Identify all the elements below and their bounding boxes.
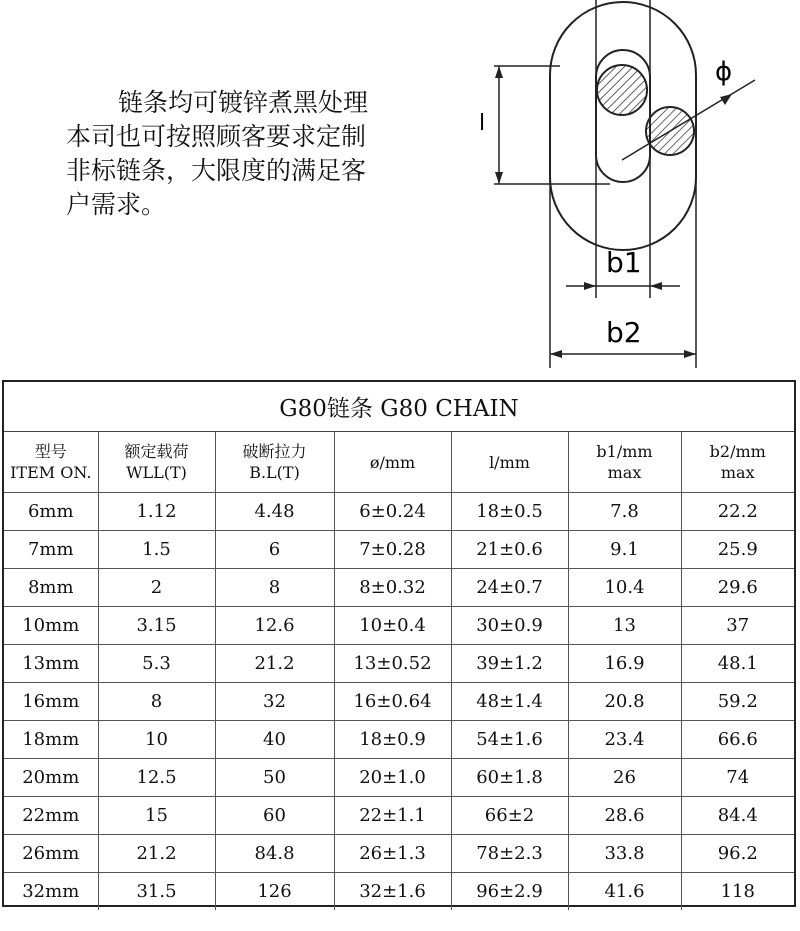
intro-text	[66, 86, 446, 222]
table-cell: 13mm	[4, 645, 98, 683]
table-cell: 2	[98, 569, 215, 607]
table-cell: 126	[215, 873, 334, 911]
table-cell: 20±1.0	[334, 759, 451, 797]
table-cell: 24±0.7	[451, 569, 568, 607]
table-cell: 30±0.9	[451, 607, 568, 645]
table-cell: 26±1.3	[334, 835, 451, 873]
column-header	[334, 432, 451, 493]
table-row	[4, 493, 794, 531]
b2-label: b2	[606, 316, 642, 349]
column-header	[681, 432, 794, 493]
table-cell: 10	[98, 721, 215, 759]
table-cell: 6±0.24	[334, 493, 451, 531]
table-cell: 66.6	[681, 721, 794, 759]
table-cell: 22mm	[4, 797, 98, 835]
header-row	[4, 432, 794, 493]
table-row	[4, 683, 794, 721]
table-cell: 23.4	[568, 721, 681, 759]
table-cell: 3.15	[98, 607, 215, 645]
table-cell: 39±1.2	[451, 645, 568, 683]
column-header	[568, 432, 681, 493]
phi-label: ϕ	[715, 57, 733, 87]
table-cell: 32±1.6	[334, 873, 451, 911]
column-header-line: b1/mm	[596, 442, 653, 461]
table-row	[4, 531, 794, 569]
table-cell: 20.8	[568, 683, 681, 721]
table-cell: 1.12	[98, 493, 215, 531]
table-cell: 18mm	[4, 721, 98, 759]
intro-line: 户需求。	[66, 190, 167, 219]
table-cell: 6	[215, 531, 334, 569]
table-cell: 21.2	[215, 645, 334, 683]
table-cell: 8mm	[4, 569, 98, 607]
table-cell: 9.1	[568, 531, 681, 569]
table-row	[4, 759, 794, 797]
table-cell: 59.2	[681, 683, 794, 721]
spec-table-container	[2, 380, 796, 907]
table-cell: 40	[215, 721, 334, 759]
table-cell: 33.8	[568, 835, 681, 873]
table-cell: 8±0.32	[334, 569, 451, 607]
table-cell: 15	[98, 797, 215, 835]
table-cell: 96.2	[681, 835, 794, 873]
table-cell: 31.5	[98, 873, 215, 911]
column-header-line: b2/mm	[709, 442, 766, 461]
table-cell: 16mm	[4, 683, 98, 721]
column-header-line: max	[607, 463, 642, 482]
table-cell: 16.9	[568, 645, 681, 683]
table-row	[4, 835, 794, 873]
table-cell: 8	[98, 683, 215, 721]
column-header-line: ITEM ON.	[10, 463, 92, 482]
column-header-line: l/mm	[489, 452, 530, 472]
table-cell: 10mm	[4, 607, 98, 645]
table-cell: 84.8	[215, 835, 334, 873]
column-header	[451, 432, 568, 493]
spec-table	[4, 432, 794, 910]
intro-line: 链条均可镀锌煮黑处理	[118, 88, 369, 117]
table-cell: 21.2	[98, 835, 215, 873]
table-cell: 48.1	[681, 645, 794, 683]
table-cell: 32	[215, 683, 334, 721]
l-label: l	[479, 111, 486, 136]
table-cell: 4.48	[215, 493, 334, 531]
intro-line: 本司也可按照顾客要求定制	[66, 122, 367, 151]
table-cell: 6mm	[4, 493, 98, 531]
table-cell: 7.8	[568, 493, 681, 531]
table-body	[4, 493, 794, 911]
table-cell: 7mm	[4, 531, 98, 569]
column-header	[4, 432, 98, 493]
table-cell: 60±1.8	[451, 759, 568, 797]
table-cell: 26mm	[4, 835, 98, 873]
table-cell: 21±0.6	[451, 531, 568, 569]
table-cell: 16±0.64	[334, 683, 451, 721]
column-header-line: WLL(T)	[126, 463, 187, 482]
column-header-line: ø/mm	[369, 452, 416, 472]
table-cell: 32mm	[4, 873, 98, 911]
table-cell: 1.5	[98, 531, 215, 569]
table-cell: 48±1.4	[451, 683, 568, 721]
column-header-line: 破断拉力	[242, 442, 307, 461]
table-cell: 84.4	[681, 797, 794, 835]
table-row	[4, 873, 794, 911]
table-cell: 18±0.9	[334, 721, 451, 759]
table-cell: 22±1.1	[334, 797, 451, 835]
table-cell: 12.5	[98, 759, 215, 797]
table-title: G80链条 G80 CHAIN	[4, 382, 794, 432]
table-row	[4, 721, 794, 759]
table-cell: 50	[215, 759, 334, 797]
table-row	[4, 797, 794, 835]
table-cell: 28.6	[568, 797, 681, 835]
column-header-line: 型号	[34, 442, 67, 461]
table-cell: 78±2.3	[451, 835, 568, 873]
table-cell: 60	[215, 797, 334, 835]
table-cell: 20mm	[4, 759, 98, 797]
b1-label: b1	[606, 246, 642, 279]
table-cell: 22.2	[681, 493, 794, 531]
table-cell: 118	[681, 873, 794, 911]
table-cell: 96±2.9	[451, 873, 568, 911]
table-cell: 25.9	[681, 531, 794, 569]
table-row	[4, 607, 794, 645]
table-cell: 26	[568, 759, 681, 797]
table-cell: 41.6	[568, 873, 681, 911]
column-header	[215, 432, 334, 493]
column-header	[98, 432, 215, 493]
table-row	[4, 645, 794, 683]
table-cell: 10±0.4	[334, 607, 451, 645]
table-cell: 10.4	[568, 569, 681, 607]
table-cell: 12.6	[215, 607, 334, 645]
table-cell: 74	[681, 759, 794, 797]
column-header-line: 额定载荷	[124, 442, 189, 461]
table-cell: 7±0.28	[334, 531, 451, 569]
section-circle-upper	[597, 65, 647, 115]
table-cell: 54±1.6	[451, 721, 568, 759]
column-header-line: max	[720, 463, 755, 482]
table-cell: 8	[215, 569, 334, 607]
table-cell: 13±0.52	[334, 645, 451, 683]
table-cell: 5.3	[98, 645, 215, 683]
chain-link-diagram	[470, 0, 800, 370]
table-cell: 13	[568, 607, 681, 645]
table-cell: 29.6	[681, 569, 794, 607]
intro-line: 非标链条，大限度的满足客	[66, 156, 367, 185]
table-row	[4, 569, 794, 607]
table-cell: 66±2	[451, 797, 568, 835]
column-header-line: B.L(T)	[249, 463, 300, 482]
table-cell: 37	[681, 607, 794, 645]
table-cell: 18±0.5	[451, 493, 568, 531]
